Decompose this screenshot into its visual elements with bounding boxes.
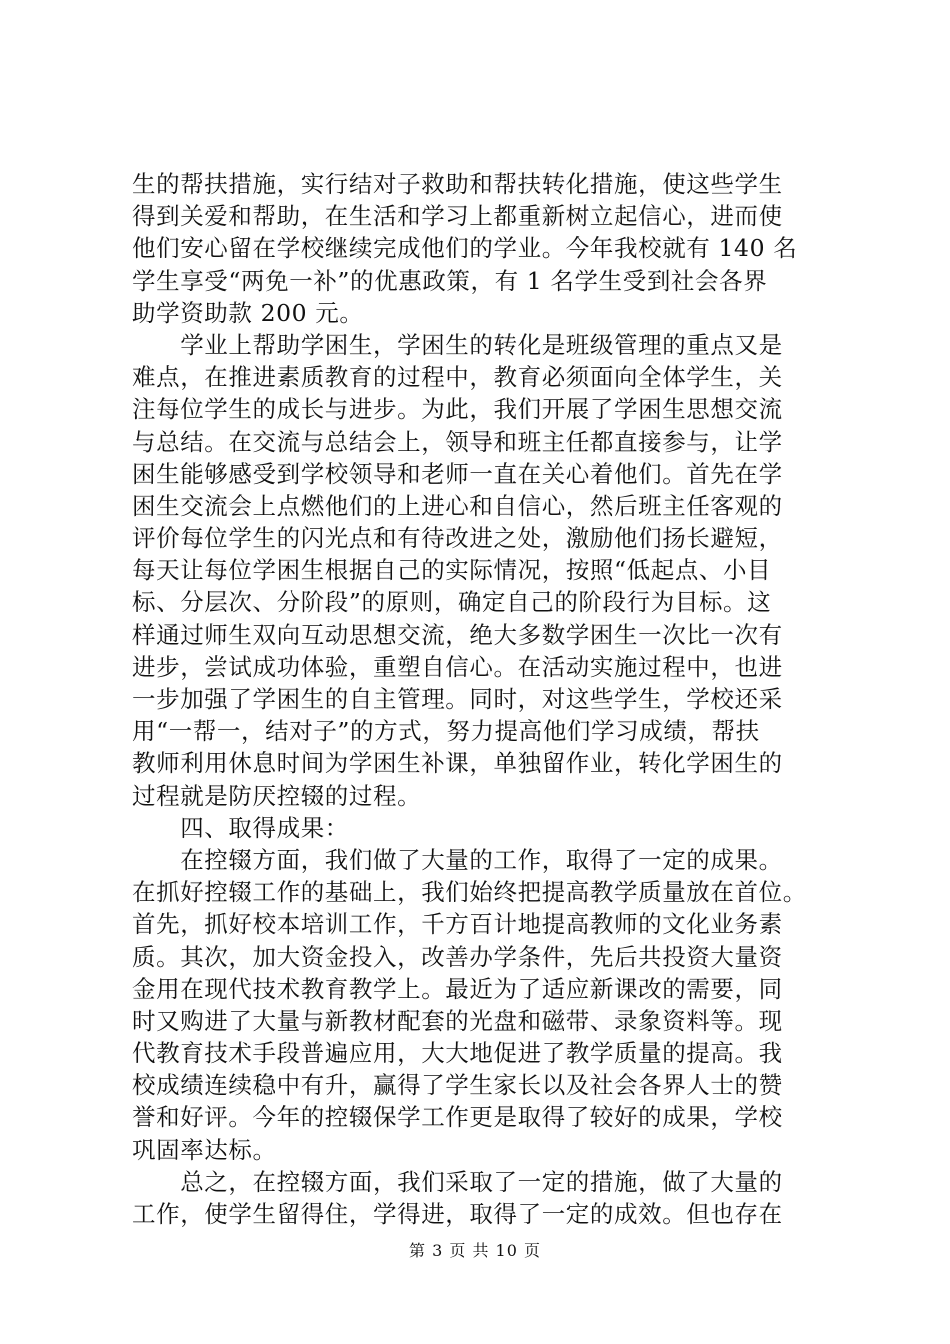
text-line: 首先，抓好校本培训工作，千方百计地提高教师的文化业务素	[132, 910, 783, 938]
text-line: 他们安心留在学校继续完成他们的学业。今年我校就有 140 名	[132, 234, 798, 262]
text-line: 质。其次，加大资金投入，改善办学条件，先后共投资大量资	[132, 943, 783, 971]
text-line: 进步，尝试成功体验，重塑自信心。在活动实施过程中，也进	[132, 653, 783, 681]
text-line: 难点，在推进素质教育的过程中，教育必须面向全体学生，关	[132, 363, 783, 391]
text-line: 助学资助款 200 元。	[132, 299, 364, 327]
text-line: 学业上帮助学困生，学困生的转化是班级管理的重点又是	[132, 331, 783, 359]
text-line: 巩固率达标。	[132, 1136, 277, 1164]
text-line: 标、分层次、分阶段”的原则，确定自己的阶段行为目标。这	[132, 588, 772, 616]
text-line: 评价每位学生的闪光点和有待改进之处，激励他们扬长避短，	[132, 524, 783, 552]
text-line: 用“一帮一，结对子”的方式，努力提高他们学习成绩，帮扶	[132, 717, 760, 745]
text-line: 过程就是防厌控辍的过程。	[132, 782, 422, 810]
text-line: 校成绩连续稳中有升，赢得了学生家长以及社会各界人士的赞	[132, 1071, 783, 1099]
text-line: 在抓好控辍工作的基础上，我们始终把提高教学质量放在首位。	[132, 878, 807, 906]
text-line: 与总结。在交流与总结会上，领导和班主任都直接参与，让学	[132, 428, 783, 456]
text-line: 一步加强了学困生的自主管理。同时，对这些学生，学校还采	[132, 685, 783, 713]
page-number-footer: 第 3 页 共 10 页	[409, 1241, 541, 1260]
text-line: 时又购进了大量与新教材配套的光盘和磁带、录象资料等。现	[132, 1007, 783, 1035]
text-line: 代教育技术手段普遍应用，大大地促进了教学质量的提高。我	[132, 1039, 783, 1067]
text-line: 金用在现代技术教育教学上。最近为了适应新课改的需要，同	[132, 975, 783, 1003]
text-line: 教师利用休息时间为学困生补课，单独留作业，转化学困生的	[132, 749, 783, 777]
text-line: 在控辍方面，我们做了大量的工作，取得了一定的成果。	[132, 846, 783, 874]
text-line: 工作，使学生留得住，学得进，取得了一定的成效。但也存在	[132, 1200, 783, 1228]
section-heading: 四、取得成果：	[132, 814, 349, 842]
text-line: 困生能够感受到学校领导和老师一直在关心着他们。首先在学	[132, 460, 783, 488]
text-line: 得到关爱和帮助，在生活和学习上都重新树立起信心，进而使	[132, 202, 783, 230]
text-line: 学生享受“两免一补”的优惠政策，有 1 名学生受到社会各界	[132, 267, 768, 295]
text-line: 样通过师生双向互动思想交流，绝大多数学困生一次比一次有	[132, 621, 783, 649]
text-line: 每天让每位学困生根据自己的实际情况，按照“低起点、小目	[132, 556, 772, 584]
text-line: 生的帮扶措施，实行结对子救助和帮扶转化措施，使这些学生	[132, 170, 783, 198]
text-line: 注每位学生的成长与进步。为此，我们开展了学困生思想交流	[132, 395, 783, 423]
text-line: 誉和好评。今年的控辍保学工作更是取得了较好的成果，学校	[132, 1103, 783, 1131]
text-line: 困生交流会上点燃他们的上进心和自信心，然后班主任客观的	[132, 492, 783, 520]
text-line: 总之，在控辍方面，我们采取了一定的措施，做了大量的	[132, 1168, 783, 1196]
